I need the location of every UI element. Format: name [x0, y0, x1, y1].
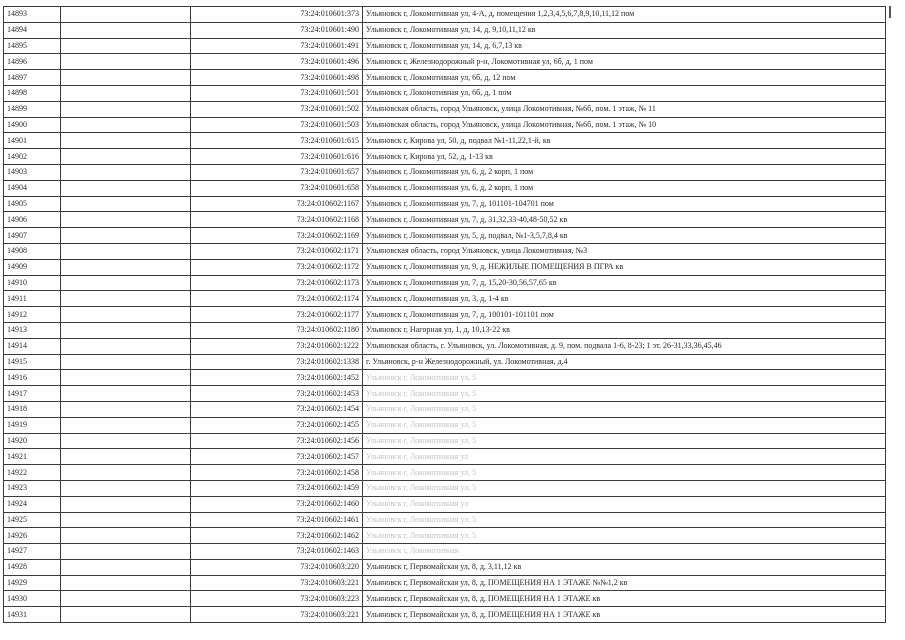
empty-cell: [61, 196, 191, 212]
row-number-cell: 14924: [4, 496, 61, 512]
table-row: [4, 243, 886, 259]
row-number-cell: 14913: [4, 322, 61, 338]
address-cell: Ульяновск г, Первомайская ул, 8, д, ПОМЕЩЕНИЯ НА 1 ЭТАЖЕ кв: [363, 607, 886, 623]
table-row: [4, 54, 886, 70]
row-number-cell: 14918: [4, 401, 61, 417]
empty-cell: [61, 85, 191, 101]
address-cell: Ульяновск г, Локомотивная ул, 5: [363, 512, 886, 528]
address-cell: Ульяновская область, город Ульяновск, улица Локомотивная, №6б, пом. 1 этаж, № 11: [363, 101, 886, 117]
table-row: [4, 228, 886, 244]
table-row: [4, 149, 886, 165]
empty-cell: [61, 38, 191, 54]
row-number-cell: 14926: [4, 528, 61, 544]
scan-edge-mark: [889, 6, 891, 18]
address-cell: Ульяновск г, Локомотивная ул, 5: [363, 401, 886, 417]
row-number-cell: 14898: [4, 85, 61, 101]
cadastral-number-cell: 73:24:010603:221: [191, 607, 363, 623]
cadastral-number-cell: 73:24:010602:1169: [191, 228, 363, 244]
row-number-cell: 14912: [4, 307, 61, 323]
cadastral-number-cell: 73:24:010602:1456: [191, 433, 363, 449]
cadastral-number-cell: 73:24:010602:1338: [191, 354, 363, 370]
cadastral-number-cell: 73:24:010601:501: [191, 85, 363, 101]
table-row: [4, 575, 886, 591]
table-row: [4, 480, 886, 496]
address-cell: Ульяновск г, Железнодорожный р-н, Локомотивная ул, 6б, д, 1 пом: [363, 54, 886, 70]
address-cell: Ульяновская область, город Ульяновск, улица Локомотивная, №3: [363, 243, 886, 259]
cadastral-number-cell: 73:24:010603:223: [191, 591, 363, 607]
empty-cell: [61, 449, 191, 465]
empty-cell: [61, 275, 191, 291]
address-cell: Ульяновск г, Локомотивная ул, 6б, д, 1 пом: [363, 85, 886, 101]
cadastral-number-cell: 73:24:010601:498: [191, 70, 363, 86]
cadastral-number-cell: 73:24:010602:1460: [191, 496, 363, 512]
address-cell: Ульяновск г, Локомотивная ул, 6, д, 2 корп, 1 пом: [363, 164, 886, 180]
address-cell: Ульяновск г, Локомотивная ул, 14, д, 6,7,13 кв: [363, 38, 886, 54]
row-number-cell: 14930: [4, 591, 61, 607]
cadastral-number-cell: 73:24:010601:503: [191, 117, 363, 133]
empty-cell: [61, 433, 191, 449]
empty-cell: [61, 591, 191, 607]
address-cell: Ульяновск г, Локомотивная ул, 5: [363, 386, 886, 402]
row-number-cell: 14900: [4, 117, 61, 133]
address-cell: Ульяновск г, Локомотивная ул: [363, 449, 886, 465]
address-cell: Ульяновская область, город Ульяновск, улица Локомотивная, №6б, пом. 1 этаж, № 10: [363, 117, 886, 133]
cadastral-number-cell: 73:24:010601:615: [191, 133, 363, 149]
row-number-cell: 14921: [4, 449, 61, 465]
cadastral-number-cell: 73:24:010602:1452: [191, 370, 363, 386]
table-row: [4, 85, 886, 101]
row-number-cell: 14899: [4, 101, 61, 117]
cadastral-number-cell: 73:24:010603:220: [191, 559, 363, 575]
table-row: [4, 559, 886, 575]
row-number-cell: 14902: [4, 149, 61, 165]
cadastral-number-cell: 73:24:010601:502: [191, 101, 363, 117]
empty-cell: [61, 370, 191, 386]
address-cell: Ульяновск г, Локомотивная ул, 14, д, 9,10,11,12 кв: [363, 22, 886, 38]
row-number-cell: 14910: [4, 275, 61, 291]
empty-cell: [61, 22, 191, 38]
cadastral-number-cell: 73:24:010601:496: [191, 54, 363, 70]
address-cell: Ульяновск г, Локомотивная ул, 7, д, 100101-101101 пом: [363, 307, 886, 323]
cadastral-number-cell: 73:24:010601:491: [191, 38, 363, 54]
address-cell: Ульяновск г, Локомотивная ул, 3, д, 1-4 кв: [363, 291, 886, 307]
cadastral-number-cell: 73:24:010601:490: [191, 22, 363, 38]
empty-cell: [61, 180, 191, 196]
table-row: [4, 22, 886, 38]
row-number-cell: 14911: [4, 291, 61, 307]
cadastral-number-cell: 73:24:010602:1168: [191, 212, 363, 228]
address-cell: Ульяновск г, Локомотивная ул, 5, д, подвал, №1-3,5,7,8,4 кв: [363, 228, 886, 244]
empty-cell: [61, 212, 191, 228]
address-cell: Ульяновск г, Кирова ул, 52, д, 1-13 кв: [363, 149, 886, 165]
row-number-cell: 14916: [4, 370, 61, 386]
row-number-cell: 14904: [4, 180, 61, 196]
cadastral-number-cell: 73:24:010601:373: [191, 7, 363, 23]
cadastral-number-cell: 73:24:010602:1463: [191, 544, 363, 560]
row-number-cell: 14917: [4, 386, 61, 402]
empty-cell: [61, 338, 191, 354]
cadastral-number-cell: 73:24:010602:1222: [191, 338, 363, 354]
empty-cell: [61, 7, 191, 23]
table-row: [4, 465, 886, 481]
empty-cell: [61, 417, 191, 433]
cadastral-number-cell: 73:24:010602:1459: [191, 480, 363, 496]
row-number-cell: 14923: [4, 480, 61, 496]
table-row: [4, 196, 886, 212]
address-cell: Ульяновск г, Локомотивная ул, 7, д, 15,20-30,56,57,65 кв: [363, 275, 886, 291]
table-row: [4, 512, 886, 528]
address-cell: Ульяновск г, Локомотивная: [363, 544, 886, 560]
address-cell: Ульяновск г, Локомотивная ул, 5: [363, 370, 886, 386]
table-row: [4, 591, 886, 607]
row-number-cell: 14901: [4, 133, 61, 149]
empty-cell: [61, 243, 191, 259]
row-number-cell: 14903: [4, 164, 61, 180]
empty-cell: [61, 117, 191, 133]
address-cell: Ульяновск г, Кирова ул, 50, д, подвал №1-11,22,1-й, кв: [363, 133, 886, 149]
empty-cell: [61, 496, 191, 512]
row-number-cell: 14906: [4, 212, 61, 228]
table-row: [4, 101, 886, 117]
empty-cell: [61, 54, 191, 70]
table-row: [4, 322, 886, 338]
empty-cell: [61, 354, 191, 370]
cadastral-number-cell: 73:24:010602:1174: [191, 291, 363, 307]
table-row: [4, 528, 886, 544]
cadastral-number-cell: 73:24:010602:1172: [191, 259, 363, 275]
row-number-cell: 14909: [4, 259, 61, 275]
address-cell: Ульяновск г, Локомотивная ул, 7, д, 101101-104701 пом: [363, 196, 886, 212]
empty-cell: [61, 259, 191, 275]
table-row: [4, 38, 886, 54]
empty-cell: [61, 575, 191, 591]
cadastral-number-cell: 73:24:010602:1461: [191, 512, 363, 528]
table-row: [4, 259, 886, 275]
cadastral-number-cell: 73:24:010603:221: [191, 575, 363, 591]
table-row: [4, 117, 886, 133]
address-cell: Ульяновск г, Локомотивная ул, 5: [363, 465, 886, 481]
empty-cell: [61, 386, 191, 402]
property-registry-table: [3, 6, 886, 623]
cadastral-number-cell: 73:24:010602:1173: [191, 275, 363, 291]
cadastral-number-cell: 73:24:010602:1457: [191, 449, 363, 465]
address-cell: Ульяновск г, Локомотивная ул, 9, д, НЕЖИЛЫЕ ПОМЕЩЕНИЯ В ПГРА кв: [363, 259, 886, 275]
row-number-cell: 14894: [4, 22, 61, 38]
table-row: [4, 70, 886, 86]
empty-cell: [61, 512, 191, 528]
row-number-cell: 14896: [4, 54, 61, 70]
row-number-cell: 14897: [4, 70, 61, 86]
address-cell: Ульяновск г, Локомотивная ул, 5: [363, 417, 886, 433]
address-cell: Ульяновск г, Первомайская ул, 8, д, ПОМЕЩЕНИЯ НА 1 ЭТАЖЕ кв: [363, 591, 886, 607]
address-cell: Ульяновск г, Локомотивная ул, 5: [363, 433, 886, 449]
table-row: [4, 449, 886, 465]
row-number-cell: 14922: [4, 465, 61, 481]
row-number-cell: 14928: [4, 559, 61, 575]
row-number-cell: 14927: [4, 544, 61, 560]
row-number-cell: 14905: [4, 196, 61, 212]
table-row: [4, 338, 886, 354]
row-number-cell: 14919: [4, 417, 61, 433]
address-cell: Ульяновск г, Локомотивная ул, 7, д, 31,32,33-40,48-50,52 кв: [363, 212, 886, 228]
cadastral-number-cell: 73:24:010602:1167: [191, 196, 363, 212]
table-row: [4, 212, 886, 228]
empty-cell: [61, 149, 191, 165]
empty-cell: [61, 528, 191, 544]
empty-cell: [61, 465, 191, 481]
empty-cell: [61, 70, 191, 86]
cadastral-number-cell: 73:24:010602:1177: [191, 307, 363, 323]
address-cell: Ульяновск г, Первомайская ул, 8, д, 3,11,12 кв: [363, 559, 886, 575]
address-cell: Ульяновск г, Локомотивная ул, 6, д, 2 корп, 1 пом: [363, 180, 886, 196]
empty-cell: [61, 607, 191, 623]
table-row: [4, 386, 886, 402]
address-cell: Ульяновск г, Локомотивная ул, 5: [363, 528, 886, 544]
empty-cell: [61, 480, 191, 496]
empty-cell: [61, 322, 191, 338]
row-number-cell: 14895: [4, 38, 61, 54]
empty-cell: [61, 101, 191, 117]
empty-cell: [61, 544, 191, 560]
table-row: [4, 544, 886, 560]
table-row: [4, 133, 886, 149]
address-cell: Ульяновск г, Первомайская ул, 8, д, ПОМЕЩЕНИЯ НА 1 ЭТАЖЕ №№1,2 кв: [363, 575, 886, 591]
cadastral-number-cell: 73:24:010602:1171: [191, 243, 363, 259]
empty-cell: [61, 559, 191, 575]
address-cell: Ульяновская область, г. Ульяновск, ул. Локомотивная, д. 9, пом. подвала 1-6, 8-23; 1 эт. 26-31,33,36,45,46: [363, 338, 886, 354]
table-row: [4, 417, 886, 433]
row-number-cell: 14908: [4, 243, 61, 259]
table-row: [4, 291, 886, 307]
cadastral-number-cell: 73:24:010602:1180: [191, 322, 363, 338]
row-number-cell: 14931: [4, 607, 61, 623]
row-number-cell: 14920: [4, 433, 61, 449]
address-cell: Ульяновск г, Локомотивная ул, 5: [363, 480, 886, 496]
table-row: [4, 607, 886, 623]
address-cell: Ульяновск г, Локомотивная ул: [363, 496, 886, 512]
cadastral-number-cell: 73:24:010601:657: [191, 164, 363, 180]
cadastral-number-cell: 73:24:010602:1455: [191, 417, 363, 433]
table-row: [4, 7, 886, 23]
cadastral-number-cell: 73:24:010602:1458: [191, 465, 363, 481]
table-row: [4, 496, 886, 512]
address-cell: Ульяновск г, Нагорная ул, 1, д, 10,13-22 кв: [363, 322, 886, 338]
empty-cell: [61, 307, 191, 323]
registry-rows: [4, 7, 886, 623]
cadastral-number-cell: 73:24:010601:616: [191, 149, 363, 165]
cadastral-number-cell: 73:24:010601:658: [191, 180, 363, 196]
address-cell: г. Ульяновск, р-н Железнодорожный, ул. Локомотивная, д.4: [363, 354, 886, 370]
table-row: [4, 275, 886, 291]
empty-cell: [61, 401, 191, 417]
row-number-cell: 14915: [4, 354, 61, 370]
address-cell: Ульяновск г, Локомотивная ул, 4-А, д, помещения 1,2,3,4,5,6,7,8,9,10,11,12 пом: [363, 7, 886, 23]
table-row: [4, 433, 886, 449]
table-row: [4, 401, 886, 417]
row-number-cell: 14914: [4, 338, 61, 354]
empty-cell: [61, 291, 191, 307]
row-number-cell: 14907: [4, 228, 61, 244]
address-cell: Ульяновск г, Локомотивная ул, 6б, д, 12 пом: [363, 70, 886, 86]
table-row: [4, 354, 886, 370]
table-row: [4, 180, 886, 196]
row-number-cell: 14925: [4, 512, 61, 528]
table-row: [4, 370, 886, 386]
empty-cell: [61, 228, 191, 244]
row-number-cell: 14929: [4, 575, 61, 591]
table-row: [4, 164, 886, 180]
table-row: [4, 307, 886, 323]
empty-cell: [61, 133, 191, 149]
row-number-cell: 14893: [4, 7, 61, 23]
cadastral-number-cell: 73:24:010602:1454: [191, 401, 363, 417]
cadastral-number-cell: 73:24:010602:1453: [191, 386, 363, 402]
cadastral-number-cell: 73:24:010602:1462: [191, 528, 363, 544]
empty-cell: [61, 164, 191, 180]
